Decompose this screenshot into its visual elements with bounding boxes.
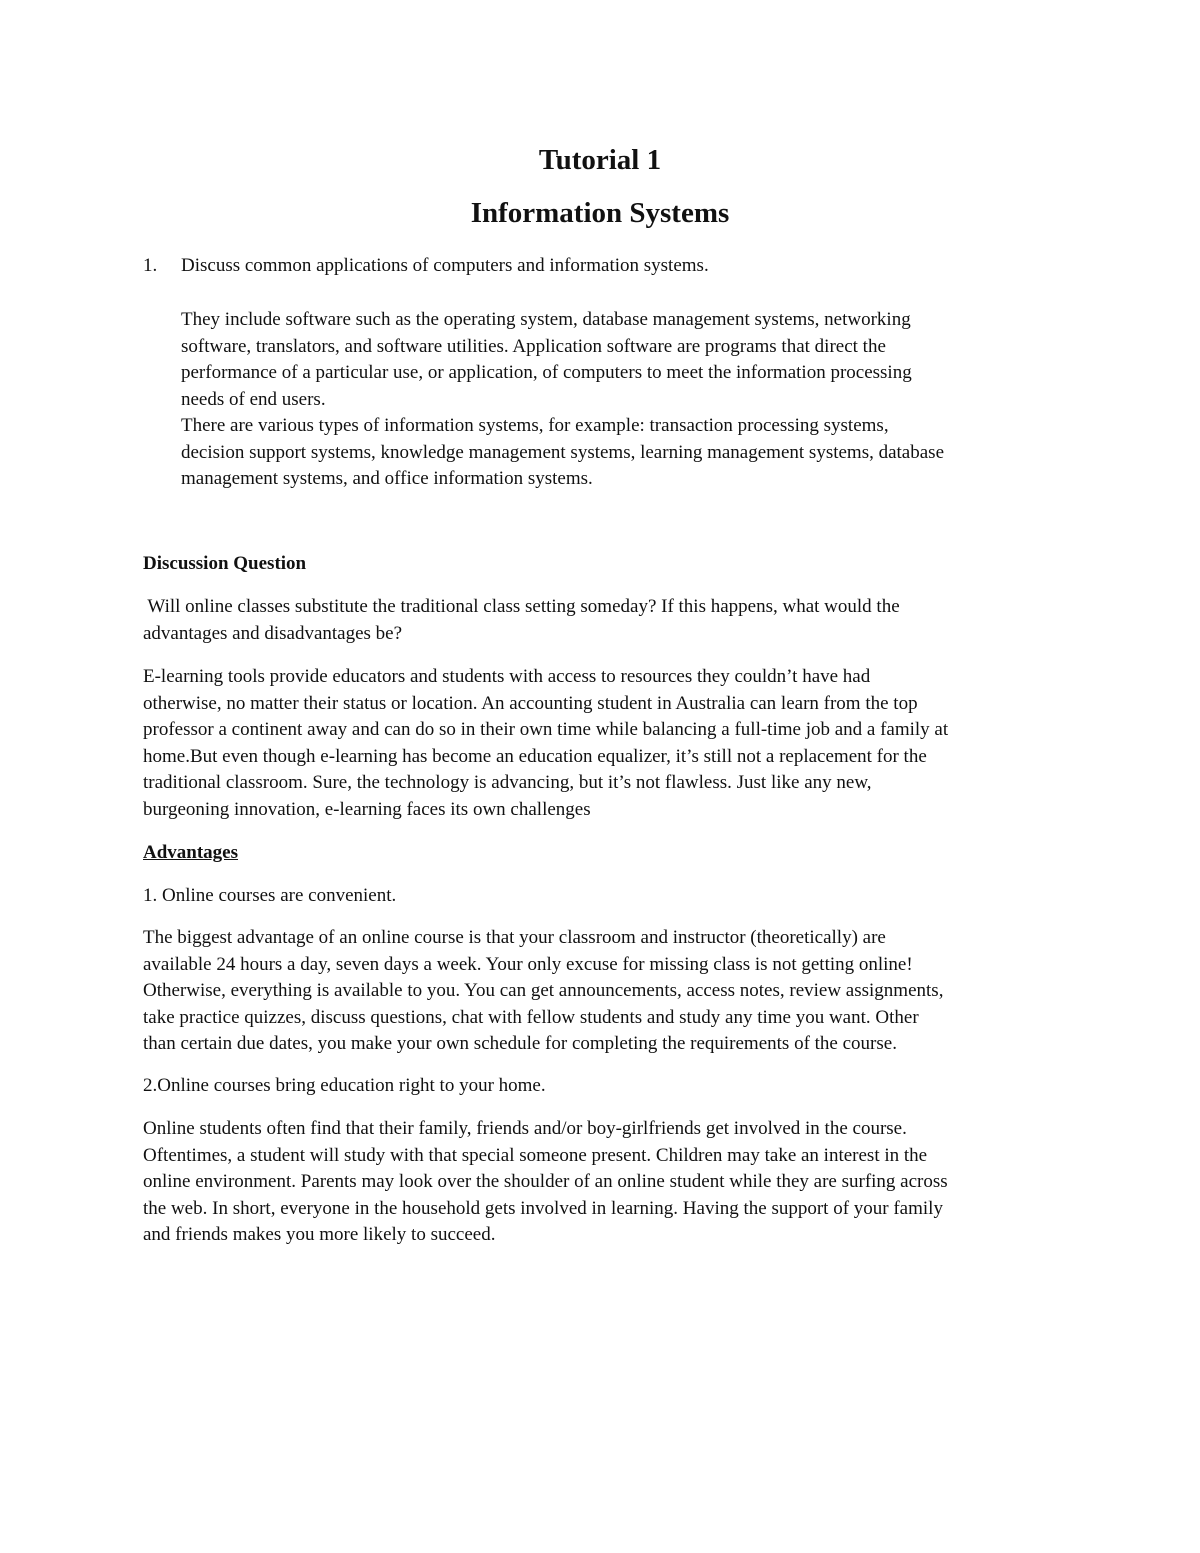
text-line: take practice quizzes, discuss questions, chat with fellow students and study any time you want. Other: [143, 1006, 919, 1028]
text-line: The biggest advantage of an online course is that your classroom and instructor (theoretically) are: [143, 927, 886, 948]
text-line: than certain due dates, you make your own schedule for completing the requirements of the course.: [143, 1033, 897, 1055]
text-line: and friends makes you more likely to succeed.: [143, 1224, 496, 1246]
text-line: home.But even though e-learning has become an education equalizer, it’s still not a replacement for the: [143, 745, 927, 767]
text-line: Online students often find that their family, friends and/or boy-girlfriends get involved in the course.: [143, 1118, 907, 1139]
text-line: Will online classes substitute the traditional class setting someday? If this happens, what would the: [143, 596, 900, 617]
text-line: Otherwise, everything is available to you. You can get announcements, access notes, review assignments,: [143, 980, 944, 1002]
text-line: They include software such as the operating system, database management systems, networking: [181, 309, 911, 330]
document-subtitle: Information Systems: [470, 197, 730, 229]
text-line: Oftentimes, a student will study with that special someone present. Children may take an interest in the: [143, 1144, 928, 1166]
text-line: burgeoning innovation, e-learning faces its own challenges: [143, 798, 591, 820]
text-line: There are various types of information systems, for example: transaction processing systems,: [181, 415, 889, 436]
text-line: professor a continent away and can do so in their own time while balancing a full-time job and a family at: [143, 719, 949, 741]
text-line: online environment. Parents may look over the shoulder of an online student while they are surfing across: [143, 1171, 948, 1193]
text-line: performance of a particular use, or application, of computers to meet the information processing: [181, 362, 912, 384]
discussion-heading: Discussion Question: [143, 553, 307, 574]
text-line: the web. In short, everyone in the household gets involved in learning. Having the support of your family: [143, 1197, 943, 1219]
text-line: otherwise, no matter their status or location. An accounting student in Australia can learn from the top: [143, 692, 918, 714]
text-line: decision support systems, knowledge management systems, learning management systems, database: [181, 441, 944, 463]
text-line: software, translators, and software utilities. Application software are programs that direct the: [181, 335, 886, 357]
document-title: Tutorial 1: [538, 144, 662, 176]
advantage-item-title: 2.Online courses bring education right to your home.: [143, 1075, 546, 1096]
answer-paragraph: [181, 413, 1081, 493]
text-line: available 24 hours a day, seven days a week. Your only excuse for missing class is not getting online!: [143, 953, 913, 975]
text-line: traditional classroom. Sure, the technology is advancing, but it’s not flawless. Just like any new,: [143, 772, 872, 794]
advantages-heading: Advantages: [143, 842, 239, 863]
text-line: E-learning tools provide educators and students with access to resources they couldn’t have had: [143, 666, 871, 687]
text-line: management systems, and office information systems.: [181, 468, 593, 490]
question-text: Discuss common applications of computers and information systems.: [181, 255, 709, 276]
text-line: needs of end users.: [181, 388, 326, 410]
discussion-question: [143, 594, 1063, 647]
advantage-item-body: [143, 925, 1063, 1058]
advantage-item-title: 1. Online courses are convenient.: [143, 885, 397, 906]
advantage-item-body: [143, 1116, 1063, 1249]
question-number: 1.: [143, 255, 158, 276]
answer-paragraph: [181, 307, 1081, 413]
text-line: advantages and disadvantages be?: [143, 622, 403, 644]
discussion-answer: [143, 664, 1063, 824]
